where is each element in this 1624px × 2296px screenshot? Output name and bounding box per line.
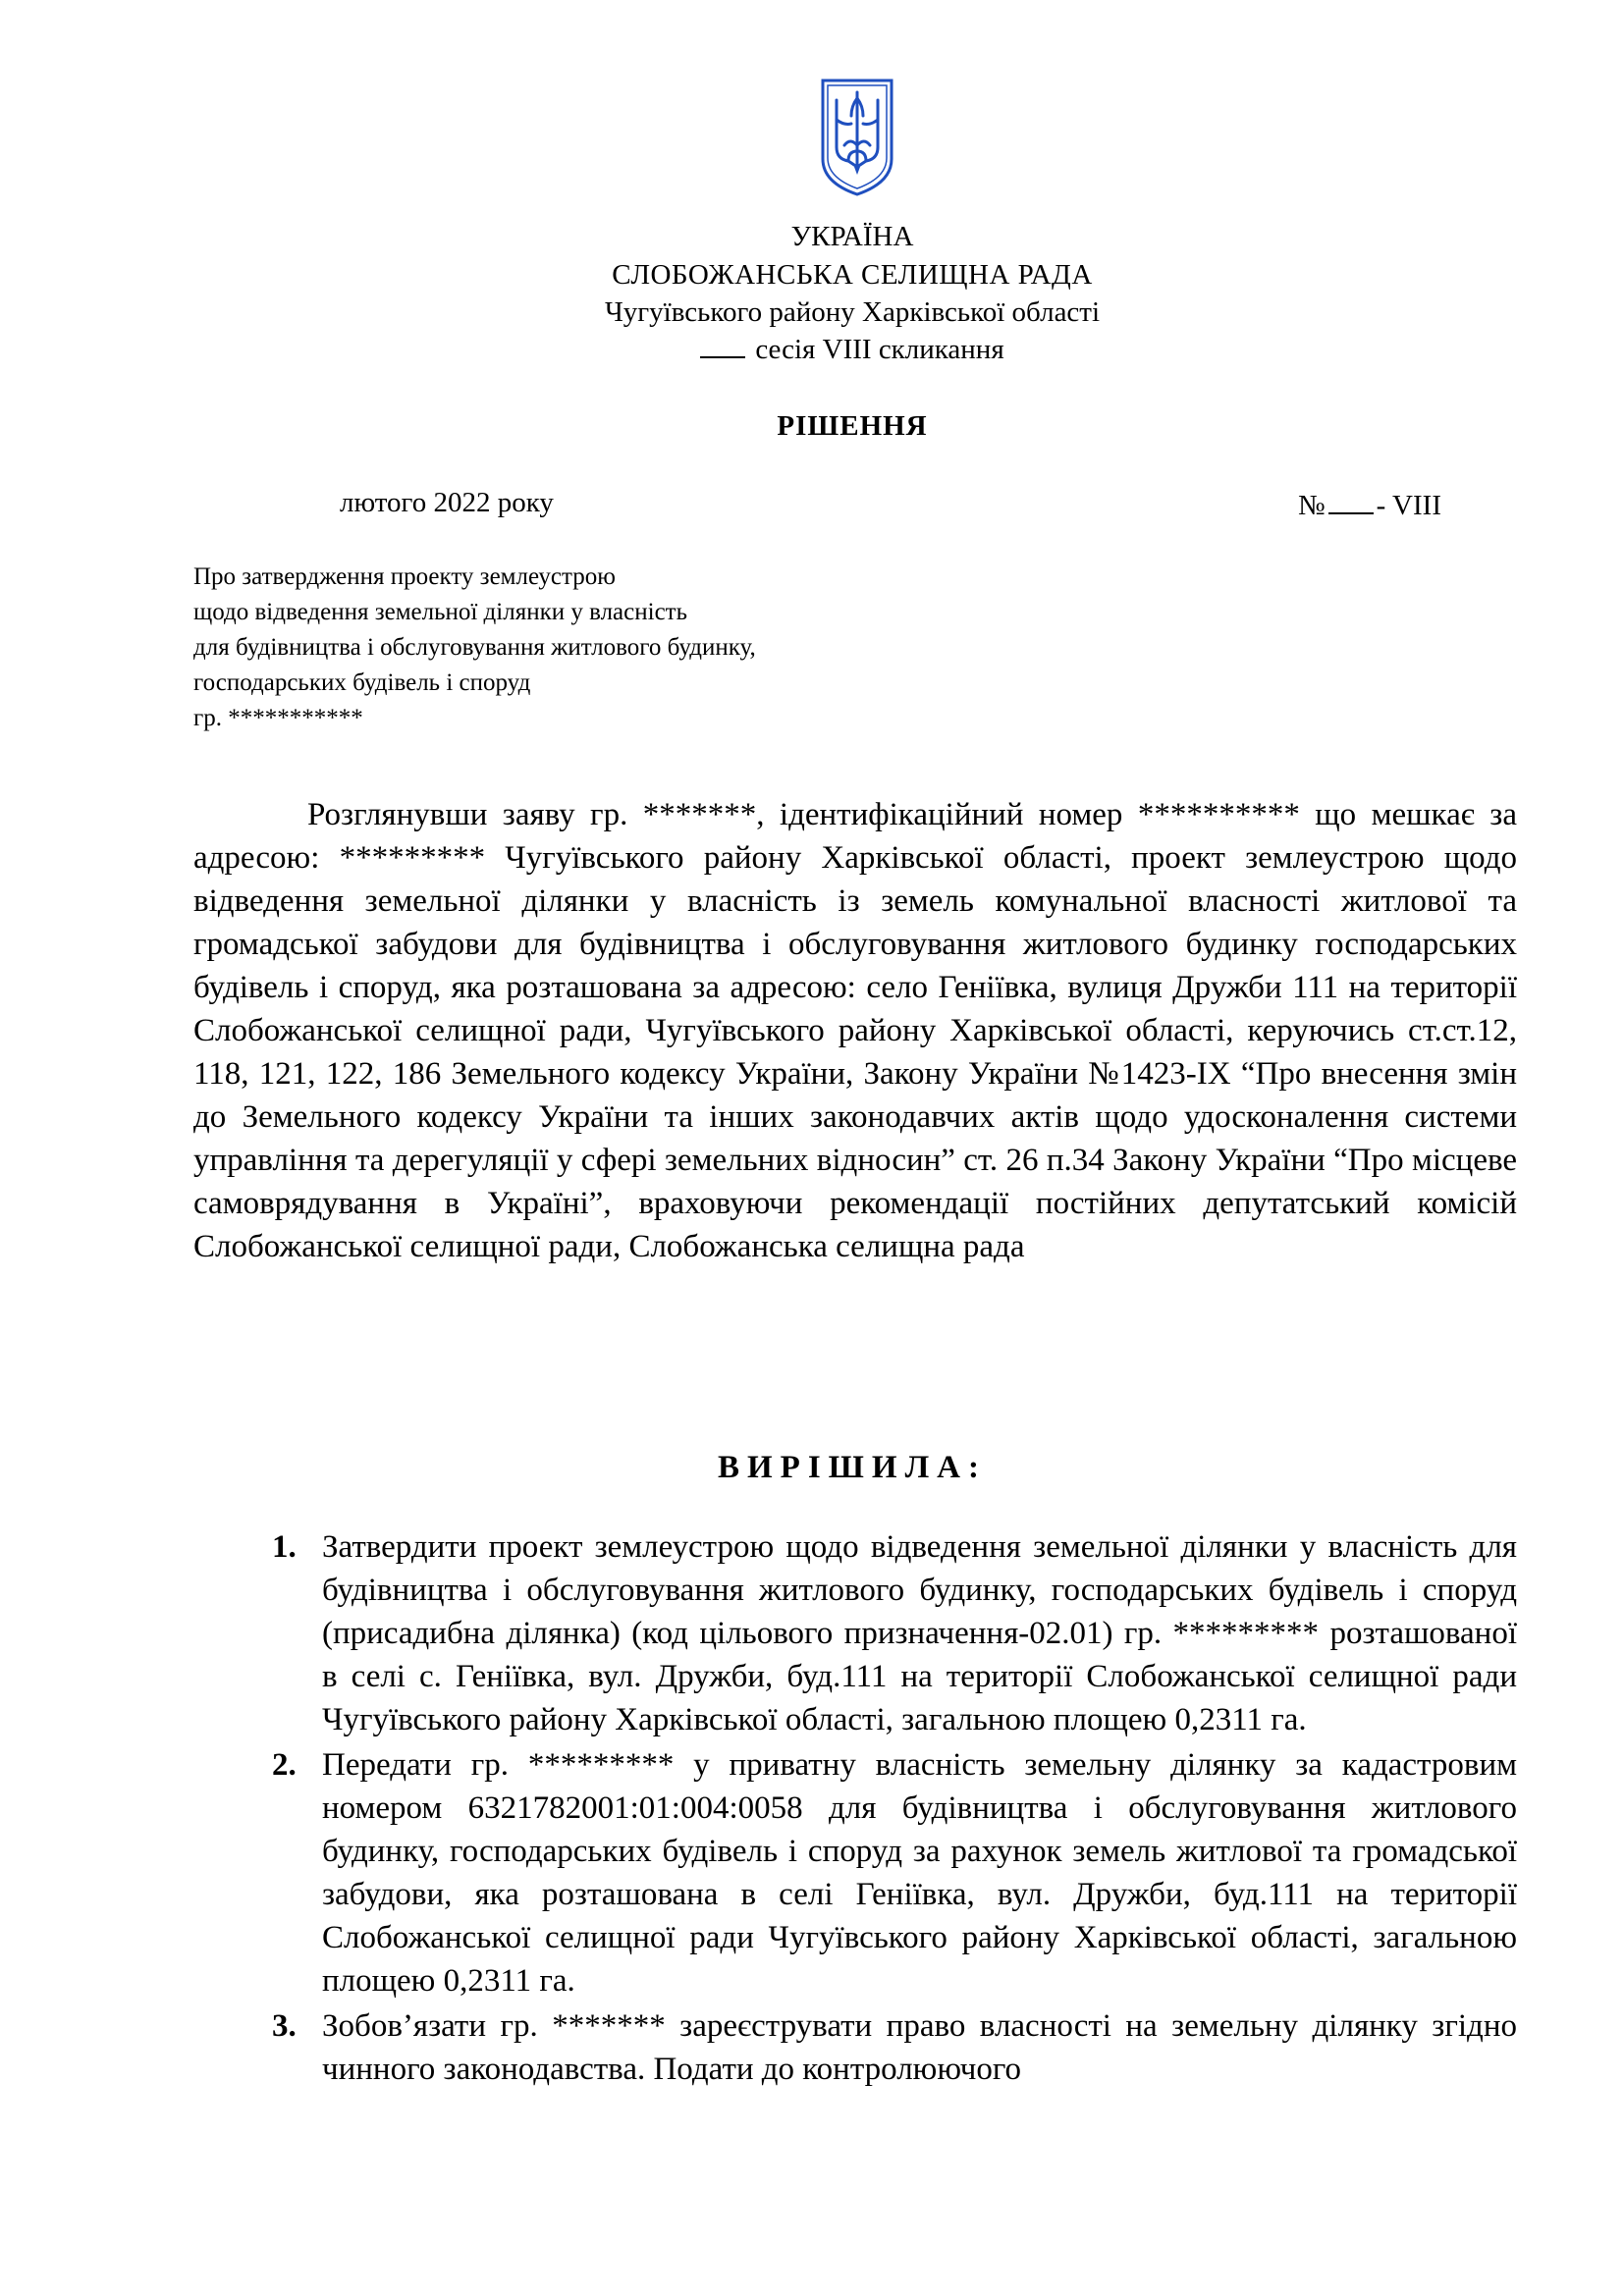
decision-items [258, 1525, 1517, 2093]
subject-line: господарських будівель і споруд [193, 669, 531, 696]
item-text: Передати гр. ********* у приватну власність земельну ділянку за кадастровим номером 6321782001:01:004:0058 для будівництва і обслуговування житлового будинку, господарських будівель і споруд за рахунок земель житлової та громадської забудови, яка розташована в селі Геніївка, вул. Дружби, буд.111 на території Слобожанської селищної ради Чугуївського району Харківської області, загальною площею 0,2311 га. [322, 1747, 1517, 1999]
coat-of-arms-icon [819, 77, 895, 198]
decision-subject [193, 560, 756, 736]
number-suffix: - VIII [1376, 490, 1441, 521]
item-text: Затвердити проект землеустрою щодо відведення земельної ділянки у власність для будівництва і обслуговування житлового будинку, господарських будівель і споруд (присадибна ділянка) (код цільового призначення-02.01) гр. ********* розташованої в селі с. Геніївка, вул. Дружби, буд.111 на території Слобожанської селищної ради Чугуївського району Харківської області, загальною площею 0,2311 га. [322, 1529, 1517, 1737]
subject-line: Про затвердження проекту землеустрою [193, 563, 616, 590]
item-number: 2. [272, 1747, 297, 1783]
decision-item [258, 1743, 1517, 2002]
decision-date: лютого 2022 року [340, 487, 554, 518]
subject-line: щодо відведення земельної ділянки у власність [193, 599, 687, 625]
resolve-heading: ВИРІШИЛА: [718, 1450, 987, 1485]
session-line [0, 331, 1624, 368]
document-type: РІШЕННЯ [777, 410, 928, 442]
session-text: сесія VIII скликання [755, 334, 1004, 365]
item-number: 3. [272, 2008, 297, 2044]
item-number: 1. [272, 1529, 297, 1565]
district-line: Чугуївського району Харківської області [604, 296, 1101, 328]
number-prefix: № [1298, 490, 1326, 521]
session-number-blank [700, 331, 745, 358]
country-title: УКРАЇНА [790, 221, 914, 252]
council-title: СЛОБОЖАНСЬКА СЕЛИЩНА РАДА [612, 259, 1093, 291]
subject-line: гр. *********** [193, 705, 363, 731]
decision-item [258, 2004, 1517, 2091]
preamble-paragraph: Розглянувши заяву гр. *******, ідентифікаційний номер ********** що мешкає за адресою: ********* Чугуївського району Харківської області, проект землеустрою щодо відведення земельної ділянки у власність із земель комунальної власності житлової та громадської забудови для будівництва і обслуговування житлового будинку господарських будівель і споруд, яка розташована за адресою: село Геніївка, вулиця Дружби 111 на території Слобожанської селищної ради, Чугуївського району Харківської області, керуючись ст.ст.12, 118, 121, 122, 186 Земельного кодексу України, Закону України №1423-IX “Про внесення змін до Земельного кодексу України та інших законодавчих актів щодо удосконалення системи управління та дерегуляції у сфері земельних відносин” ст. 26 п.34 Закону України “Про місцеве самоврядування в Україні”, враховуючи рекомендації постійних депутатський комісій Слобожанської селищної ради, Слобожанська селищна рада [193, 797, 1517, 1264]
item-text: Зобов’язати гр. ******* зареєструвати право власності на земельну ділянку згідно чинного законодавства. Подати до контролюючого [322, 2008, 1517, 2087]
number-blank [1328, 487, 1374, 514]
decision-item [258, 1525, 1517, 1741]
subject-line: для будівництва і обслуговування житлового будинку, [193, 634, 756, 661]
decision-number [1298, 487, 1441, 522]
